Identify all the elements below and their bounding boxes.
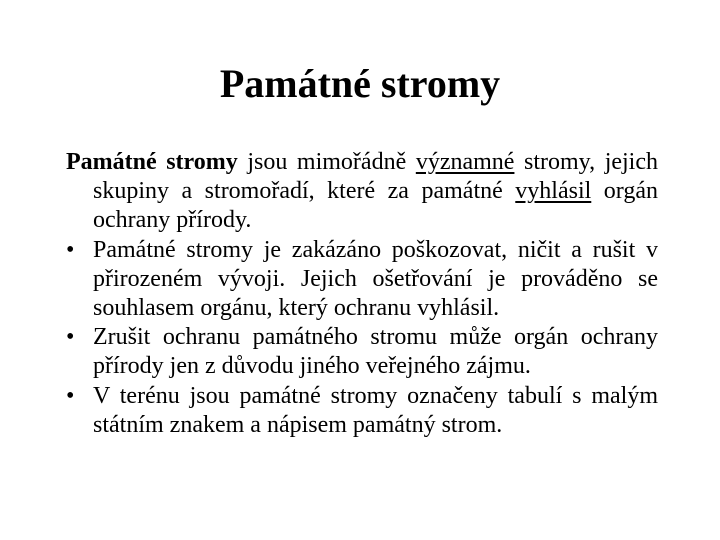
definition-term: Památné stromy: [66, 149, 238, 175]
link-vyznamne[interactable]: významné: [415, 149, 515, 175]
definition-text-3: orgán ochrany přírody.: [93, 178, 659, 234]
definition-text-2: stromy, jejich skupiny a stromořadí, které za památné: [93, 149, 659, 205]
bullet-icon: •: [66, 382, 75, 409]
slide-title: Památné stromy: [219, 61, 501, 106]
bullet-icon: •: [66, 324, 75, 351]
link-vyhlasil[interactable]: vyhlásil: [515, 178, 592, 205]
bullet-item-3: [66, 382, 658, 440]
definition-paragraph: [66, 148, 658, 236]
slide-body: [66, 148, 658, 440]
bullet-text-2: Zrušit ochranu památného stromu může orgán ochrany přírody jen z důvodu jiného veřejného zájmu.: [93, 324, 658, 380]
bullet-text-1: Památné stromy je zakázáno poškozovat, ničit a rušit v přirozeném vývoji. Jejich ošetřování je prováděno se souhlasem orgánu, který ochranu vyhlásil.: [93, 236, 658, 322]
bullet-text-3: V terénu jsou památné stromy označeny tabulí s malým státním znakem a nápisem památný strom.: [93, 382, 658, 438]
bullet-item-1: [66, 236, 658, 324]
bullet-item-2: [66, 323, 658, 381]
bullet-icon: •: [66, 236, 75, 263]
definition-text-1: jsou mimořádně: [237, 149, 416, 175]
